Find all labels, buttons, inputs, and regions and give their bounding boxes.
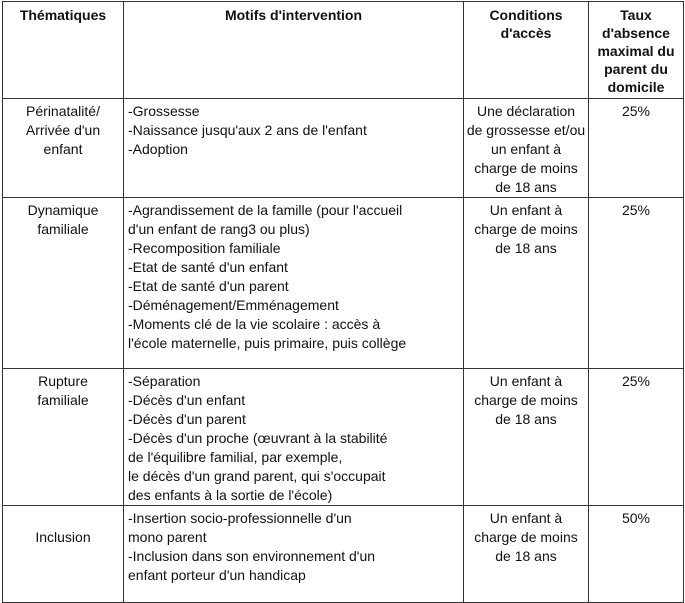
header-conditions: [464, 2, 589, 99]
header-line: domicile: [607, 79, 665, 95]
motif-line: -Insertion socio-professionnelle d'un: [128, 510, 352, 526]
header-line: parent du: [604, 61, 668, 77]
table-row: [3, 506, 684, 603]
theme-line: familiale: [37, 392, 89, 408]
condition-line: de 18 ans: [495, 548, 557, 564]
cell-taux: 25%: [589, 198, 684, 369]
motif-line: enfant porteur d'un handicap: [128, 567, 306, 583]
condition-line: de 18 ans: [495, 240, 557, 256]
cell-theme: [3, 369, 124, 506]
motif-line: -Déménagement/Emménagement: [128, 297, 339, 313]
motif-line: -Décès d'un parent: [128, 411, 246, 427]
motif-line: -Décès d'un enfant: [128, 392, 246, 408]
cell-taux: 50%: [589, 506, 684, 603]
theme-line: Périnatalité/: [26, 103, 100, 119]
condition-line: Une déclaration: [476, 103, 576, 119]
motif-line: -Etat de santé d'un parent: [128, 278, 289, 294]
intervention-table: [2, 1, 684, 603]
cell-theme: [3, 506, 124, 603]
condition-line: Un enfant à: [489, 373, 563, 389]
condition-line: charge de moins: [474, 392, 578, 408]
header-row: [3, 2, 684, 99]
motif-line: -Séparation: [128, 373, 201, 389]
cell-motifs: [124, 99, 464, 198]
cell-conditions: [464, 99, 589, 198]
condition-line: un enfant à: [490, 141, 562, 157]
table-row: [3, 198, 684, 369]
cell-theme: [3, 198, 124, 369]
header-line: Taux: [620, 7, 652, 23]
theme-line: Inclusion: [35, 529, 91, 545]
motif-line: l'école maternelle, puis primaire, puis collège: [128, 335, 407, 351]
cell-theme: [3, 99, 124, 198]
theme-line: enfant: [43, 141, 83, 157]
condition-line: charge de moins: [474, 221, 578, 237]
motif-line: de l'équilibre familial, par exemple,: [128, 449, 343, 465]
cell-taux: 25%: [589, 99, 684, 198]
motif-line: des enfants à la sortie de l'école): [128, 487, 333, 503]
table-row: [3, 99, 684, 198]
theme-line: Rupture: [38, 373, 88, 389]
motif-line: -Décès d'un proche (œuvrant à la stabilité: [128, 430, 388, 446]
table-row: [3, 369, 684, 506]
header-taux: [589, 2, 684, 99]
condition-line: Un enfant à: [489, 202, 563, 218]
header-thematiques: [3, 2, 124, 99]
motif-line: d'un enfant de rang3 ou plus): [128, 221, 310, 237]
cell-conditions: [464, 198, 589, 369]
cell-conditions: [464, 506, 589, 603]
cell-motifs: [124, 198, 464, 369]
theme-line: familiale: [37, 221, 89, 237]
condition-line: charge de moins: [474, 160, 578, 176]
theme-line: Dynamique: [27, 202, 99, 218]
motif-line: -Adoption: [128, 141, 188, 157]
motif-line: -Recomposition familiale: [128, 240, 281, 256]
motif-line: -Agrandissement de la famille (pour l'accueil: [128, 202, 403, 218]
condition-line: Un enfant à: [489, 510, 563, 526]
header-line: d'accès: [500, 25, 552, 41]
cell-conditions: [464, 369, 589, 506]
motif-line: -Etat de santé d'un enfant: [128, 259, 288, 275]
condition-line: de 18 ans: [495, 411, 557, 427]
cell-motifs: [124, 369, 464, 506]
condition-line: charge de moins: [474, 529, 578, 545]
motif-line: -Moments clé de la vie scolaire : accès à: [128, 316, 381, 332]
condition-line: de 18 ans: [495, 179, 557, 195]
motif-line: -Naissance jusqu'aux 2 ans de l'enfant: [128, 122, 367, 138]
motif-line: le décès d'un grand parent, qui s'occupait: [128, 468, 386, 484]
motif-line: mono parent: [128, 529, 207, 545]
header-line: Conditions: [489, 7, 563, 23]
header-line: maximal du: [597, 43, 675, 59]
header-motifs: [124, 2, 464, 99]
theme-line: Arrivée d'un: [25, 122, 101, 138]
header-line: d'absence: [602, 25, 670, 41]
cell-taux: 25%: [589, 369, 684, 506]
condition-line: de grossesse et/ou: [466, 122, 586, 138]
header-line: Motifs d'intervention: [224, 7, 363, 23]
motif-line: -Inclusion dans son environnement d'un: [128, 548, 376, 564]
motif-line: -Grossesse: [128, 103, 200, 119]
header-line: Thématiques: [19, 7, 107, 23]
cell-motifs: [124, 506, 464, 603]
